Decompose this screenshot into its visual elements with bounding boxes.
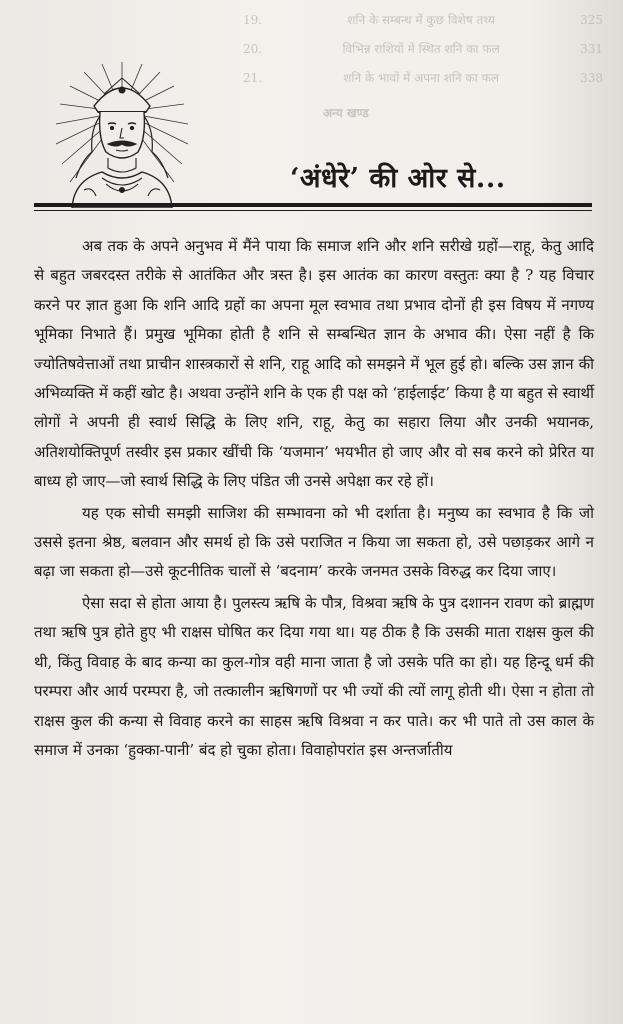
- bleed-row: [243, 64, 603, 93]
- bleed-row-text: विभिन्न राशियों में स्थित शनि का फल: [342, 42, 500, 56]
- deity-portrait-illustration: [42, 60, 202, 208]
- bleed-section-heading: अन्य खण्ड: [323, 106, 369, 120]
- bleed-through-contents: [243, 6, 603, 128]
- bleed-row-text: शनि के सम्बन्ध में कुछ विशेष तथ्य: [347, 13, 495, 27]
- bleed-row-page: 338: [580, 71, 603, 85]
- bleed-row-number: 20.: [243, 42, 263, 56]
- chapter-title: ‘अंधेरे’ की ओर से...: [290, 163, 506, 194]
- body-paragraph: अब तक के अपने अनुभव में मैंने पाया कि समाज शनि और शनि सरीखे ग्रहों—राहू, केतु आदि से बहुत जबरदस्त तरीके से आतंकित और त्रस्त है। इस आतंक का कारण वस्तुतः क्या है ? यह विचार करने पर ज्ञात हुआ कि शनि आदि ग्रहों का अपना मूल स्वभाव तथा प्रभाव दोनों ही इस विषय में नगण्य भूमिका निभाते हैं। प्रमुख भूमिका होती है शनि से सम्बन्धित ज्ञान के अभाव की। ऐसा नहीं है कि ज्योतिषवेत्ताओं तथा प्राचीन शास्त्रकारों से शनि, राहू आदि को समझने में भूल हुई हो। बल्कि उस ज्ञान की अभिव्यक्ति में कहीं खोट है। अथवा उन्होंने शनि के एक ही पक्ष को ‘हाईलाईट’ किया है या बहुत से स्वार्थी लोगों ने अपनी ही स्वार्थ सिद्धि के लिए शनि, राहू, केतु का सहारा लिया और उनकी भयानक, अतिशयोक्तिपूर्ण तस्वीर इस प्रकार खींची कि ‘यजमान’ भयभीत हो जाए और वो सब करने को प्रेरित या बाध्य हो जाए—जो स्वार्थ सिद्धि के लिए पंडित जी उनसे अपेक्षा कर रहे हों।: [34, 237, 594, 491]
- chapter-body: [34, 232, 594, 765]
- bleed-row-page: 325: [580, 13, 603, 27]
- bleed-row-number: 21.: [243, 71, 263, 85]
- body-paragraph: ऐसा सदा से होता आया है। पुलस्त्य ऋषि के पौत्र, विश्रवा ऋषि के पुत्र दशानन रावण को ब्राह्मण तथा ऋषि पुत्र होते हुए भी राक्षस घोषित कर दिया गया था। यह ठीक है कि उसकी माता राक्षस कुल की थी, किंतु विवाह के बाद कन्या का कुल-गोत्र वही माना जाता है जो उसके पति का हो। यह हिन्दू धर्म की परम्परा और आर्य परम्परा है, जो तत्कालीन ऋषिगणों पर भी ज्यों की त्यों लागू होती थी। ऐसा न होता तो राक्षस कुल की कन्या से विवाह करने का साहस ऋषि विश्रवा न कर पाते। कर भी पाते तो उस काल के समाज में उनका ‘हुक्का-पानी’ बंद हो चुका होता। विवाहोपरांत इस अन्तर्जातीय: [34, 593, 594, 759]
- bleed-row: [243, 35, 603, 64]
- bleed-row-page: 331: [580, 42, 603, 56]
- title-divider-thin: [34, 210, 592, 211]
- bleed-row-text: शनि के भावों में अपना शनि का फल: [343, 71, 499, 85]
- bleed-row-number: 19.: [243, 13, 263, 27]
- body-paragraph: यह एक सोची समझी साजिश की सम्भावना को भी दर्शाता है। मनुष्य का स्वभाव है कि जो उससे इतना श्रेष्ठ, बलवान और समर्थ हो कि उसे पराजित न किया जा सकता हो, उसे पछाड़कर आगे न बढ़ा जा सकता हो—उसे कूटनीतिक चालों से ‘बदनाम’ करके जनमत उसके विरुद्ध कर दिया जाए।: [34, 503, 594, 581]
- title-divider-thick: [34, 203, 592, 207]
- bleed-row: [243, 6, 603, 35]
